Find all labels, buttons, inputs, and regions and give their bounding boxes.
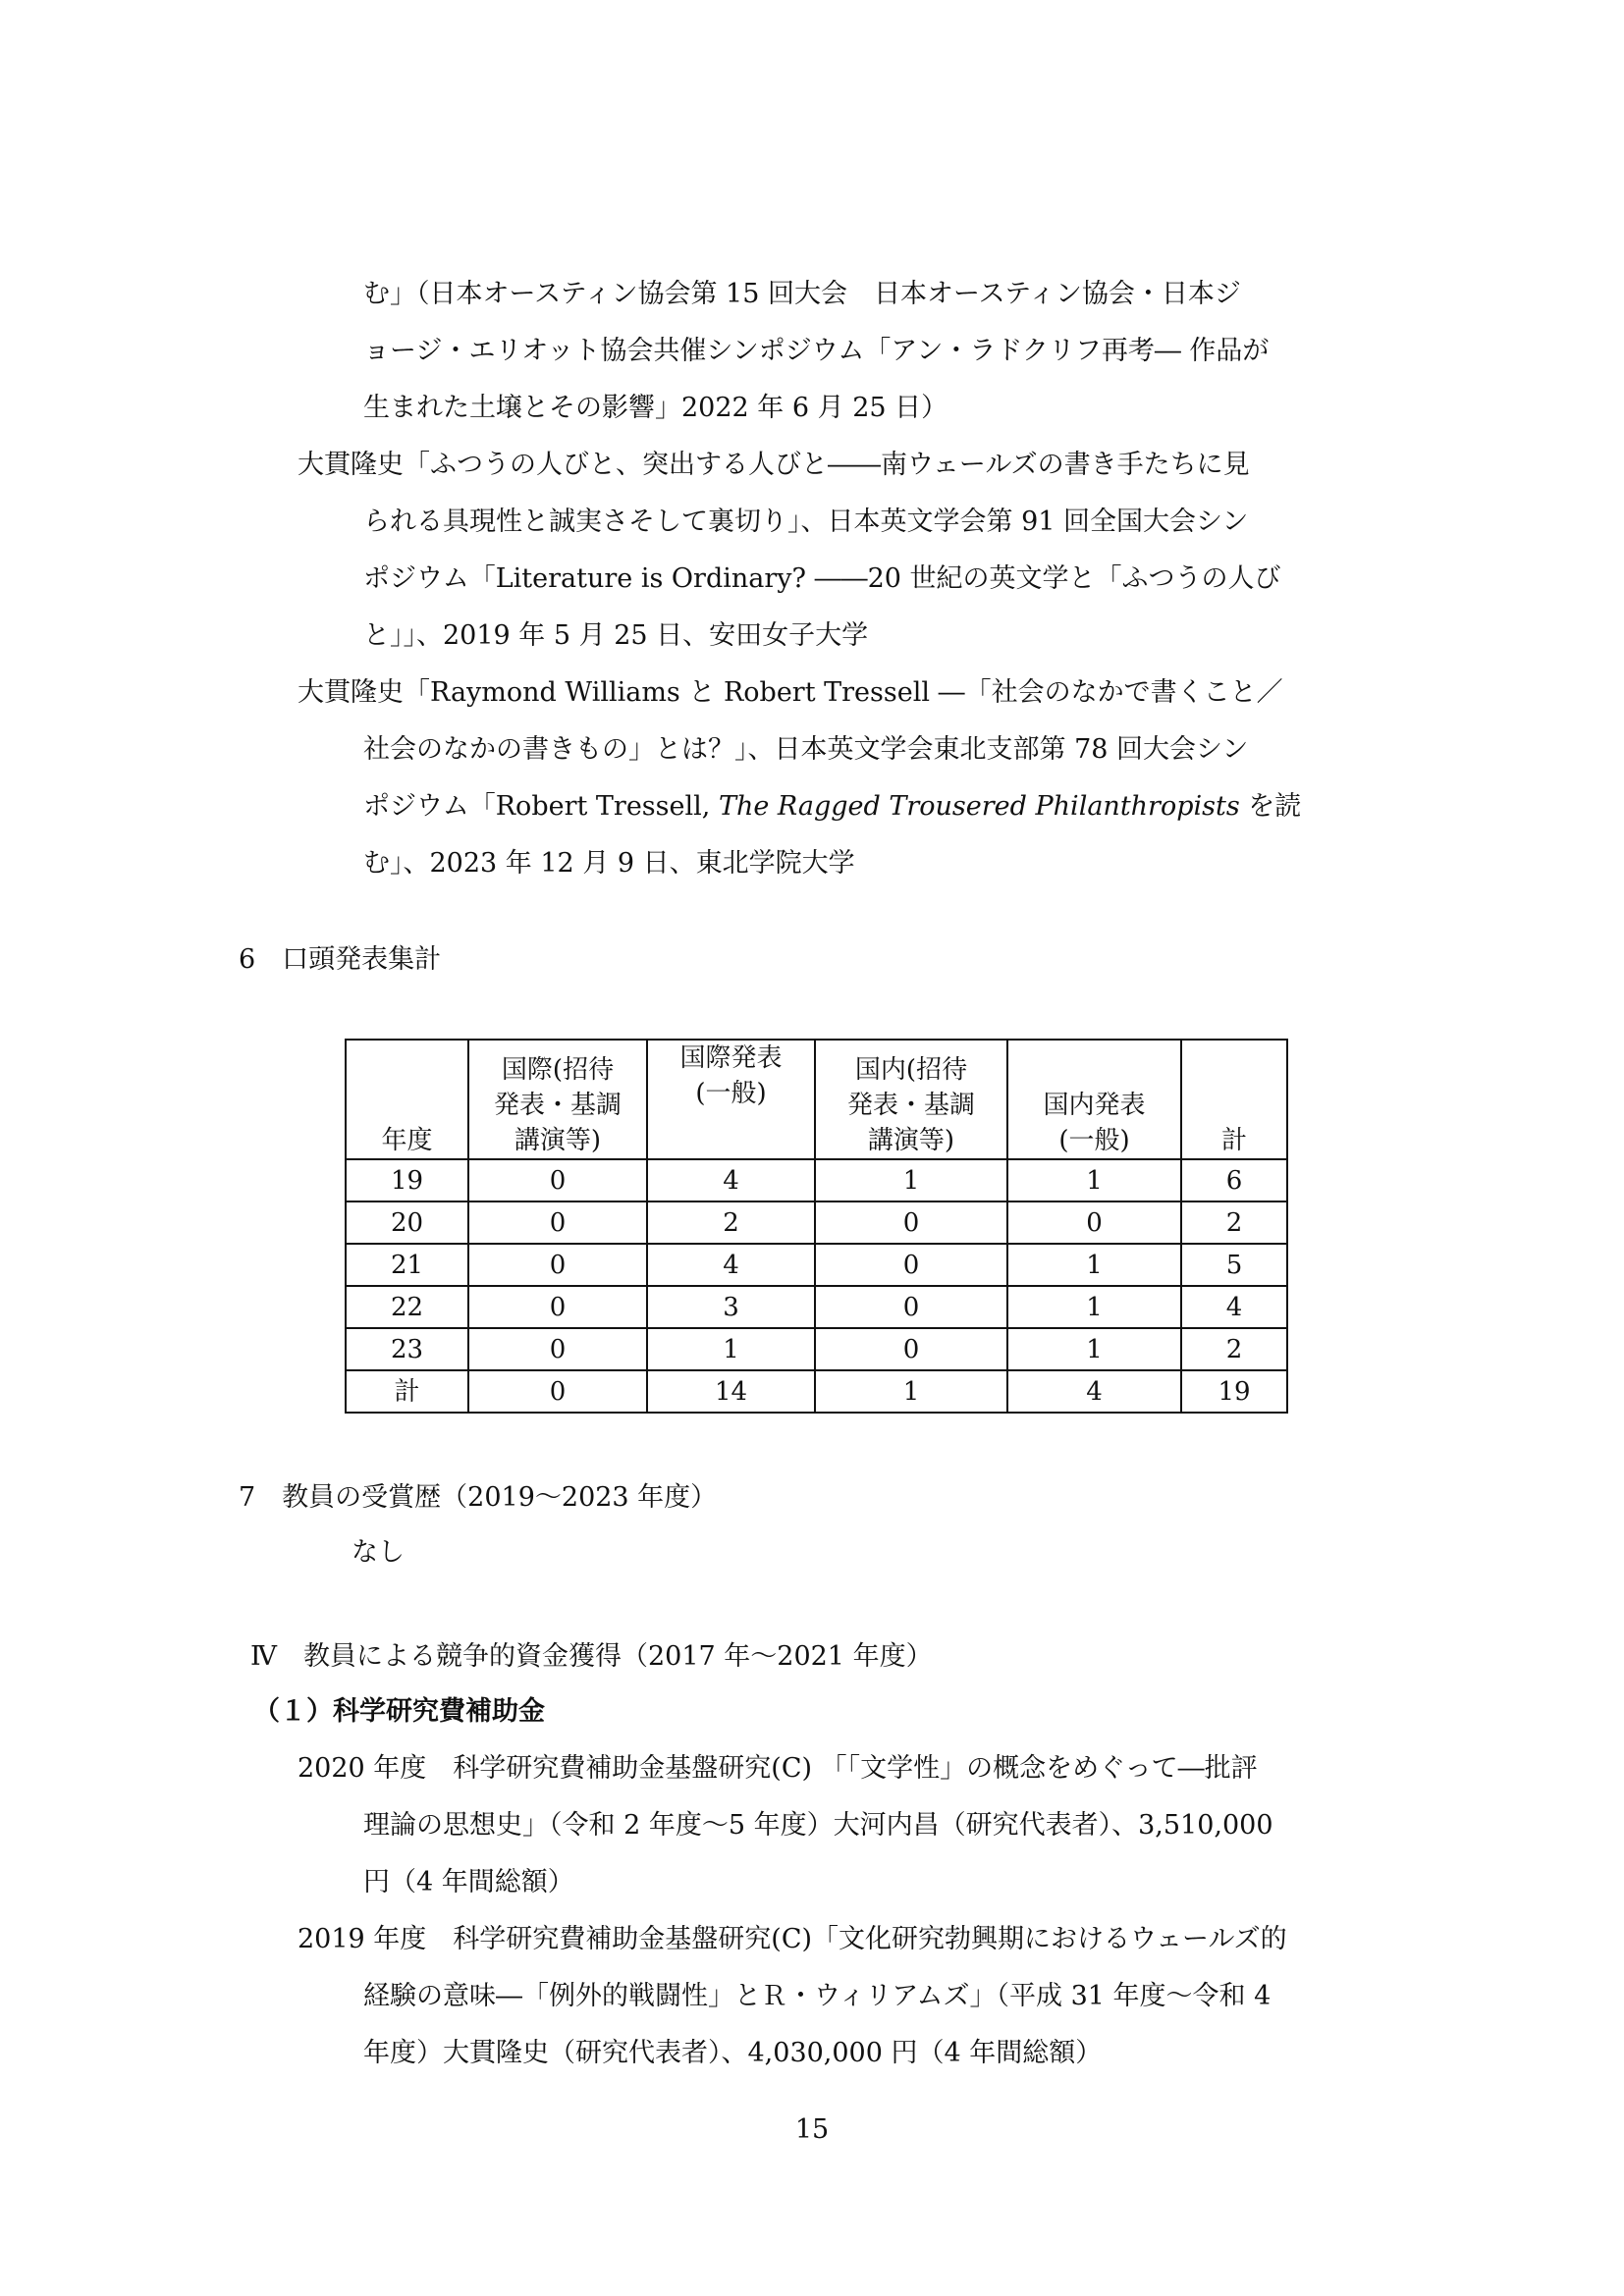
header-line: 計 bbox=[1220, 1126, 1247, 1155]
section-body: なし bbox=[352, 1537, 405, 1568]
table-cell: 3 bbox=[647, 1286, 815, 1328]
header-line: (一般) bbox=[695, 1079, 767, 1108]
table-cell: 0 bbox=[468, 1201, 647, 1244]
text-line: 円（4 年間総額） bbox=[363, 1867, 574, 1897]
table-cell: 0 bbox=[468, 1286, 647, 1328]
text-line: 生まれた土壌とその影響」2022 年 6 月 25 日） bbox=[363, 393, 948, 423]
table-cell: 1 bbox=[1007, 1328, 1181, 1370]
table-cell: 0 bbox=[815, 1244, 1007, 1286]
table-cell: 1 bbox=[647, 1328, 815, 1370]
text-line: ポジウム「Literature is Ordinary? ――20 世紀の英文学と「ふつうの人び bbox=[363, 563, 1281, 594]
table-cell: 0 bbox=[815, 1286, 1007, 1328]
table-header-cell bbox=[647, 1040, 815, 1159]
page-number: 15 bbox=[794, 2114, 830, 2145]
header-line: 発表・基調 bbox=[493, 1091, 622, 1120]
header-line: 年度 bbox=[381, 1126, 433, 1155]
text-line: む」（日本オースティン協会第 15 回大会 日本オースティン協会・日本ジ bbox=[363, 279, 1241, 309]
text-line: 年度）大貫隆史（研究代表者）、4,030,000 円（4 年間総額） bbox=[363, 2038, 1103, 2068]
table-cell: 0 bbox=[468, 1370, 647, 1413]
text-line: 大貫隆史「Raymond Williams と Robert Tressell ―「社会のなかで書くこと／ bbox=[298, 677, 1283, 708]
table-cell: 2 bbox=[1181, 1201, 1287, 1244]
text-line: 社会のなかの書きもの」とは？」、日本英文学会東北支部第 78 回大会シン bbox=[363, 734, 1249, 765]
table-cell: 1 bbox=[1007, 1244, 1181, 1286]
header-line: 国際(招待 bbox=[501, 1055, 615, 1085]
header-line: 国際発表 bbox=[679, 1043, 783, 1073]
table-cell: 1 bbox=[1007, 1286, 1181, 1328]
table-cell: 20 bbox=[346, 1201, 468, 1244]
table-cell: 0 bbox=[1007, 1201, 1181, 1244]
subsection-heading: （１）科学研究費補助金 bbox=[253, 1696, 545, 1727]
text-line: られる具現性と誠実さそして裏切り」、日本英文学会第 91 回全国大会シン bbox=[363, 507, 1249, 537]
section-heading: 7 教員の受賞歴（2019～2023 年度） bbox=[239, 1482, 718, 1513]
header-line: 発表・基調 bbox=[846, 1091, 975, 1120]
text-line: 理論の思想史」（令和 2 年度～5 年度）大河内昌（研究代表者）、3,510,000 bbox=[363, 1810, 1273, 1841]
table-cell: 0 bbox=[468, 1328, 647, 1370]
text-line: 2020 年度 科学研究費補助金基盤研究(C) 「「文学性」の概念をめぐって―批評 bbox=[298, 1753, 1258, 1784]
table-cell: 0 bbox=[468, 1244, 647, 1286]
table-cell: 19 bbox=[346, 1159, 468, 1201]
table-cell: 5 bbox=[1181, 1244, 1287, 1286]
text-line: ョージ・エリオット協会共催シンポジウム「アン・ラドクリフ再考― 作品が bbox=[363, 336, 1270, 366]
text-line: む」、2023 年 12 月 9 日、東北学院大学 bbox=[363, 848, 855, 879]
table-cell: 22 bbox=[346, 1286, 468, 1328]
table-cell: 1 bbox=[815, 1159, 1007, 1201]
presentation-stats-table bbox=[345, 1039, 1288, 1414]
table-row bbox=[346, 1286, 1287, 1328]
table-header-row bbox=[346, 1040, 1287, 1159]
table-cell: 0 bbox=[815, 1328, 1007, 1370]
table-cell: 計 bbox=[346, 1370, 468, 1413]
text-span: を読 bbox=[1239, 791, 1302, 822]
text-line: 2019 年度 科学研究費補助金基盤研究(C)「文化研究勃興期におけるウェールズ的 bbox=[298, 1924, 1287, 1954]
header-line: 講演等) bbox=[514, 1126, 602, 1155]
header-line: 講演等) bbox=[867, 1126, 955, 1155]
table-cell: 4 bbox=[647, 1244, 815, 1286]
section-heading: Ⅳ 教員による競争的資金獲得（2017 年～2021 年度） bbox=[250, 1641, 933, 1672]
table-cell: 4 bbox=[647, 1159, 815, 1201]
table-header-cell bbox=[1007, 1040, 1181, 1159]
header-line: 国内(招待 bbox=[854, 1055, 968, 1085]
book-title: The Ragged Trousered Philanthropists bbox=[718, 791, 1240, 822]
text-line: 経験の意味―「例外的戦闘性」とＲ・ウィリアムズ」（平成 31 年度～令和 4 bbox=[363, 1981, 1272, 2011]
table-cell: 21 bbox=[346, 1244, 468, 1286]
table-cell: 2 bbox=[1181, 1328, 1287, 1370]
text-line: 大貫隆史「ふつうの人びと、突出する人びと――南ウェールズの書き手たちに見 bbox=[298, 450, 1250, 480]
table-header-cell bbox=[815, 1040, 1007, 1159]
table-cell: 2 bbox=[647, 1201, 815, 1244]
header-line: 国内発表 bbox=[1043, 1091, 1146, 1120]
table-cell: 14 bbox=[647, 1370, 815, 1413]
section-heading: 6 口頭発表集計 bbox=[239, 944, 442, 975]
table-cell: 0 bbox=[468, 1159, 647, 1201]
table-row bbox=[346, 1201, 1287, 1244]
table-cell: 6 bbox=[1181, 1159, 1287, 1201]
text-line: と」」、2019 年 5 月 25 日、安田女子大学 bbox=[363, 620, 869, 651]
header-line: (一般) bbox=[1058, 1126, 1130, 1155]
table-cell: 23 bbox=[346, 1328, 468, 1370]
table-cell: 0 bbox=[815, 1201, 1007, 1244]
table-row bbox=[346, 1328, 1287, 1370]
table-header-cell bbox=[1181, 1040, 1287, 1159]
text-line bbox=[363, 787, 1301, 827]
table-row bbox=[346, 1244, 1287, 1286]
text-span: ポジウム「Robert Tressell, bbox=[363, 791, 719, 822]
table-header-cell bbox=[346, 1040, 468, 1159]
table-cell: 4 bbox=[1181, 1286, 1287, 1328]
table-total-row bbox=[346, 1370, 1287, 1413]
table-cell: 4 bbox=[1007, 1370, 1181, 1413]
table-header-cell bbox=[468, 1040, 647, 1159]
table-cell: 1 bbox=[1007, 1159, 1181, 1201]
table-row bbox=[346, 1159, 1287, 1201]
table-cell: 19 bbox=[1181, 1370, 1287, 1413]
table-cell: 1 bbox=[815, 1370, 1007, 1413]
